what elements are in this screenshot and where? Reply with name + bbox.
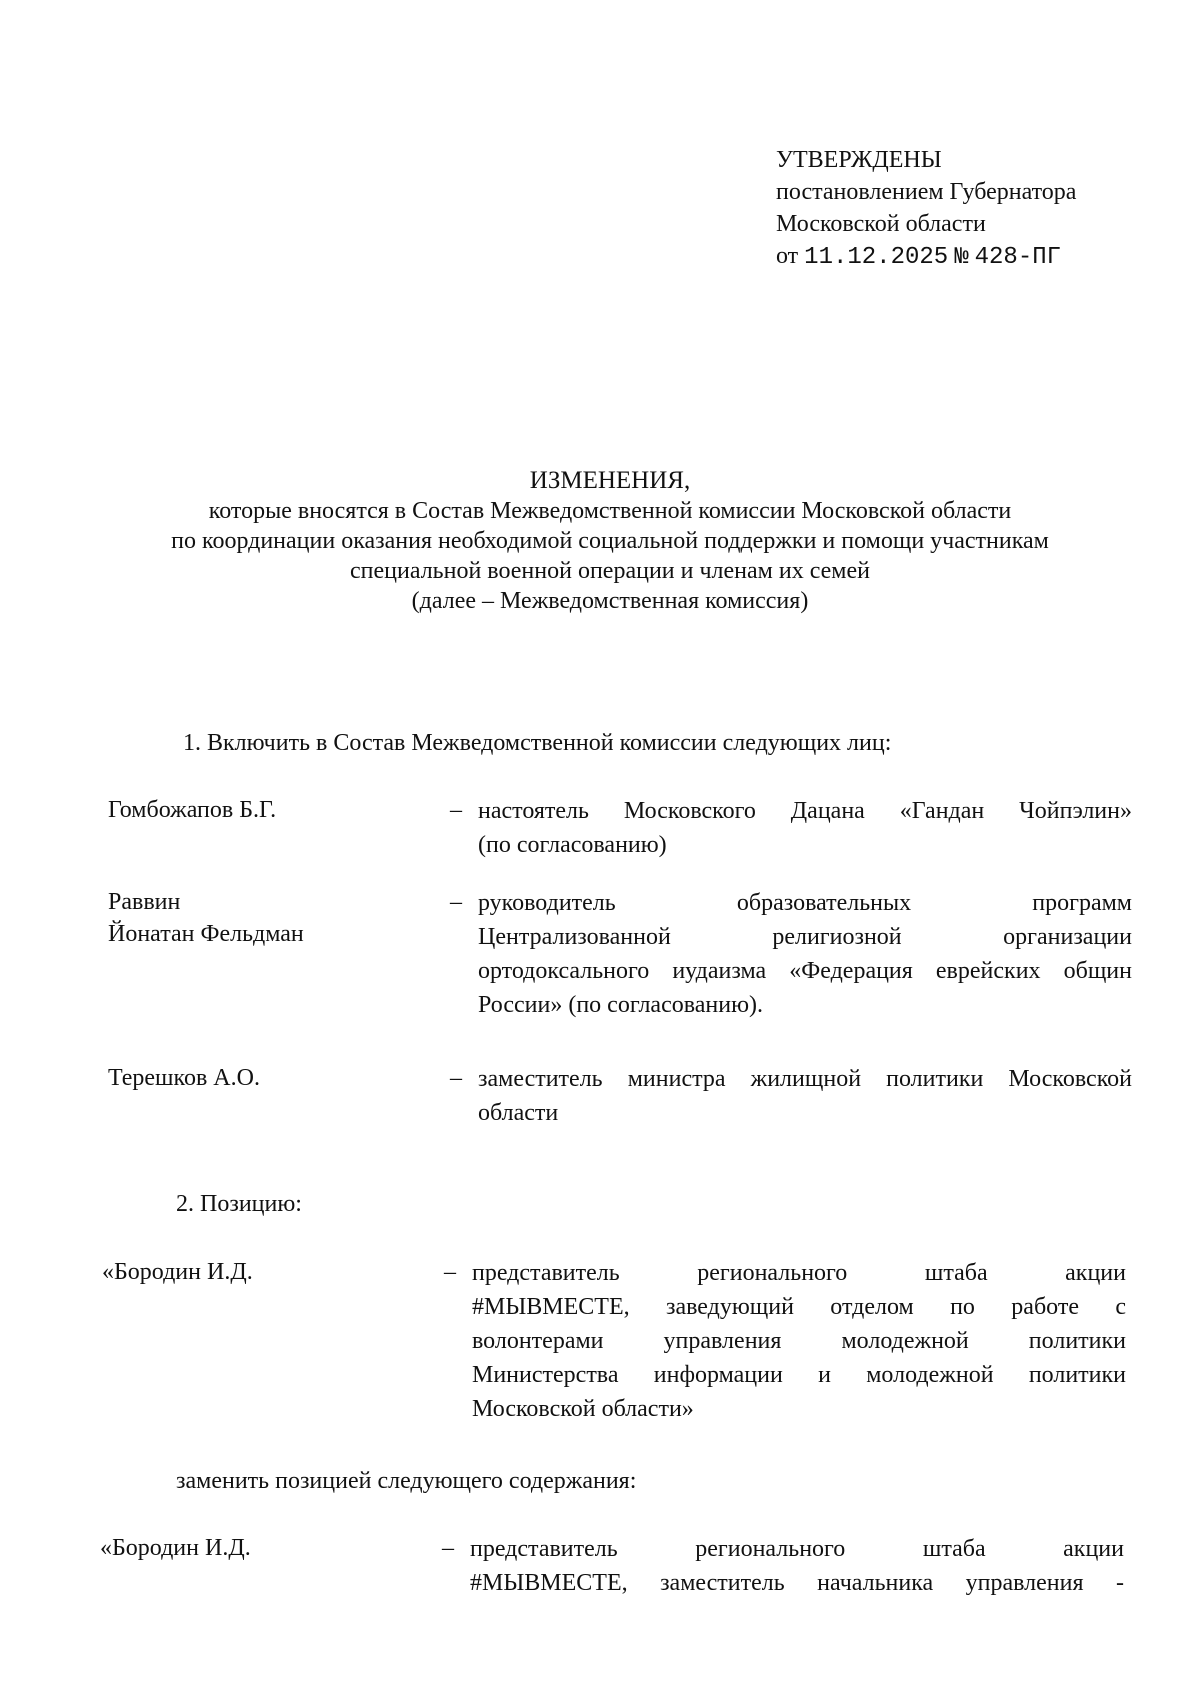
member-description [478, 886, 1132, 1022]
approval-number-sign: № [954, 244, 969, 271]
position-description-line: Министерства информации и молодежной политики [472, 1362, 1126, 1388]
member-name [108, 1062, 438, 1094]
member-description-line: области [478, 1100, 559, 1126]
approval-block [776, 144, 1136, 274]
member-name-line: Раввин [108, 889, 181, 915]
member-description [478, 794, 1132, 862]
approval-title: УТВЕРЖДЕНЫ [776, 147, 942, 173]
approval-line-decree: постановлением Губернатора [776, 179, 1077, 205]
member-name-line: Йонатан Фельдман [108, 921, 304, 947]
approval-date-line [776, 240, 1136, 274]
position-description-line: представитель регионального штаба акции [470, 1536, 1124, 1562]
member-description-line: ортодоксального иудаизма «Федерация еврейских общин [478, 958, 1132, 984]
member-description-line: России» (по согласованию). [478, 992, 764, 1018]
position-name: «Бородин И.Д. [100, 1535, 251, 1561]
position-name: «Бородин И.Д. [102, 1259, 253, 1285]
approval-number: 428-ПГ [974, 244, 1062, 271]
member-name-line: Гомбожапов Б.Г. [108, 797, 277, 823]
title-line: специальной военной операции и членам их семей [350, 558, 870, 584]
position-description [470, 1532, 1124, 1600]
position-description-line: волонтерами управления молодежной политики [472, 1328, 1126, 1354]
section-2-text: 2. Позицию: [176, 1191, 302, 1217]
member-name [108, 794, 438, 826]
position-description-line: Московской области» [472, 1396, 694, 1422]
position-description-line: представитель регионального штаба акции [472, 1260, 1126, 1286]
member-dash: – [450, 797, 462, 823]
position-dash: – [442, 1535, 454, 1561]
position-description [472, 1256, 1126, 1426]
member-description [478, 1062, 1132, 1130]
member-description-line: настоятель Московского Дацана «Гандан Чойпэлин» [478, 798, 1132, 824]
position-dash: – [444, 1259, 456, 1285]
approval-date-prefix: от [776, 243, 799, 269]
section-1-text: 1. Включить в Состав Межведомственной комиссии следующих лиц: [183, 730, 892, 756]
member-name-line: Терешков А.О. [108, 1065, 260, 1091]
title-line: (далее – Межведомственная комиссия) [411, 588, 809, 614]
title-line: по координации оказания необходимой социальной поддержки и помощи участникам [171, 528, 1049, 554]
position-description-line: #МЫВМЕСТЕ, заместитель начальника управления - [470, 1570, 1124, 1596]
approval-date: 11.12.2025 [804, 244, 949, 271]
member-description-line: (по согласованию) [478, 832, 667, 858]
approval-line-region: Московской области [776, 211, 986, 237]
member-dash: – [450, 1065, 462, 1091]
document-title [110, 466, 1110, 616]
member-dash: – [450, 889, 462, 915]
member-description-line: заместитель министра жилищной политики Московской [478, 1066, 1132, 1092]
title-line: которые вносятся в Состав Межведомственной комиссии Московской области [208, 498, 1012, 524]
member-description-line: Централизованной религиозной организации [478, 924, 1132, 950]
title-heading: ИЗМЕНЕНИЯ, [529, 467, 691, 494]
position-description-line: #МЫВМЕСТЕ, заведующий отделом по работе с [472, 1294, 1126, 1320]
member-description-line: руководитель образовательных программ [478, 890, 1132, 916]
member-name [108, 886, 438, 950]
replace-text: заменить позицией следующего содержания: [176, 1468, 637, 1494]
